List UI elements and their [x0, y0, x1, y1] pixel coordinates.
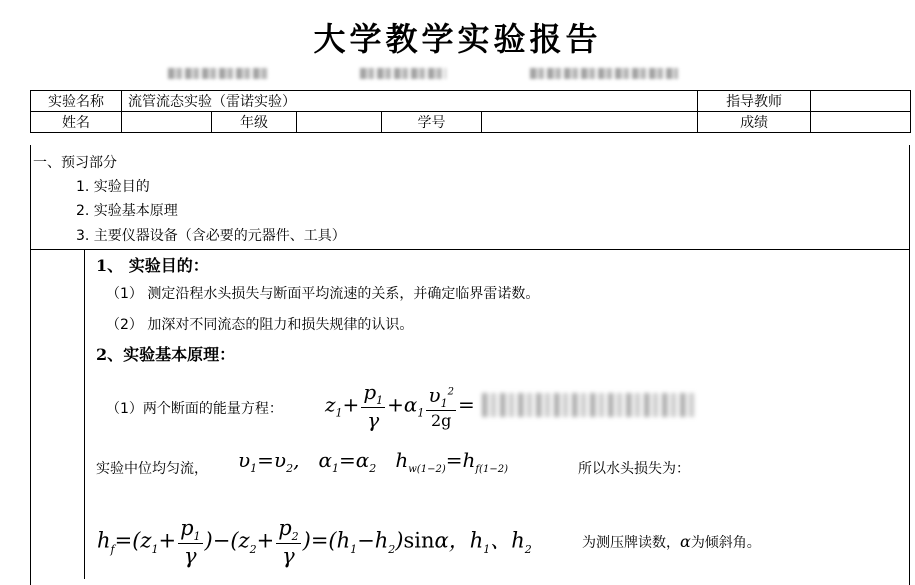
score-value: [811, 112, 911, 133]
name-value: [122, 112, 212, 133]
grade-value: [297, 112, 382, 133]
blurred-equation: [482, 393, 697, 417]
id-label: 学号: [382, 112, 482, 133]
heading-principle: 2、实验基本原理：: [96, 345, 236, 364]
head-loss-equation: $h_f=(z_1+$ $\frac{p_1}{\gamma}$ )$-(z_2+$ $\frac{p_2}{\gamma}$ )$=(h_1-h_2)\sin\alpha$，$h_1$、$h_2$: [97, 516, 532, 569]
grade-label: 年级: [212, 112, 297, 133]
uniform-flow-equations: $\upsilon_1=\upsilon_2$, $\alpha_1=\alpha_2$ $h_{w(1-2)}=h_{f(1-2)}$: [238, 448, 508, 475]
exp-name-value: 流管流态实验（雷诺实验）: [122, 91, 698, 112]
preview-item: 1. 实验目的: [76, 179, 150, 195]
header-table: [30, 90, 911, 133]
preview-item: 3. 主要仪器设备（含必要的元器件、工具）: [76, 228, 346, 244]
preview-item: 2. 实验基本原理: [76, 203, 178, 219]
inner-border: [84, 249, 85, 579]
heading-purpose: 1、 实验目的：: [96, 256, 209, 275]
teacher-value: [811, 91, 911, 112]
divider: [30, 249, 910, 250]
energy-equation: $z_1+$ $\frac{p_1}{\gamma}$ $+\alpha_1$ $\frac{\upsilon_1^2}{2g}$ =: [325, 380, 475, 432]
id-value: [482, 112, 698, 133]
purpose-item: （1） 测定沿程水头损失与断面平均流速的关系，并确定临界雷诺数。: [106, 286, 540, 302]
head-loss-label: 所以水头损失为：: [578, 461, 690, 477]
redacted-info: [360, 68, 446, 79]
equation-label: （1）两个断面的能量方程：: [106, 401, 283, 417]
redacted-info: [168, 68, 268, 79]
report-title: 大学教学实验报告: [313, 20, 602, 58]
gauge-reading-label: 为测压牌读数，α为倾斜角。: [582, 532, 761, 551]
purpose-item: （2） 加深对不同流态的阻力和损失规律的认识。: [106, 317, 414, 333]
preview-section-title: 一、预习部分: [33, 155, 117, 171]
redacted-info: [530, 68, 678, 79]
teacher-label: 指导教师: [698, 91, 811, 112]
uniform-flow-label: 实验中位均匀流，: [96, 461, 208, 477]
name-label: 姓名: [31, 112, 122, 133]
score-label: 成绩: [698, 112, 811, 133]
exp-name-label: 实验名称: [31, 91, 122, 112]
